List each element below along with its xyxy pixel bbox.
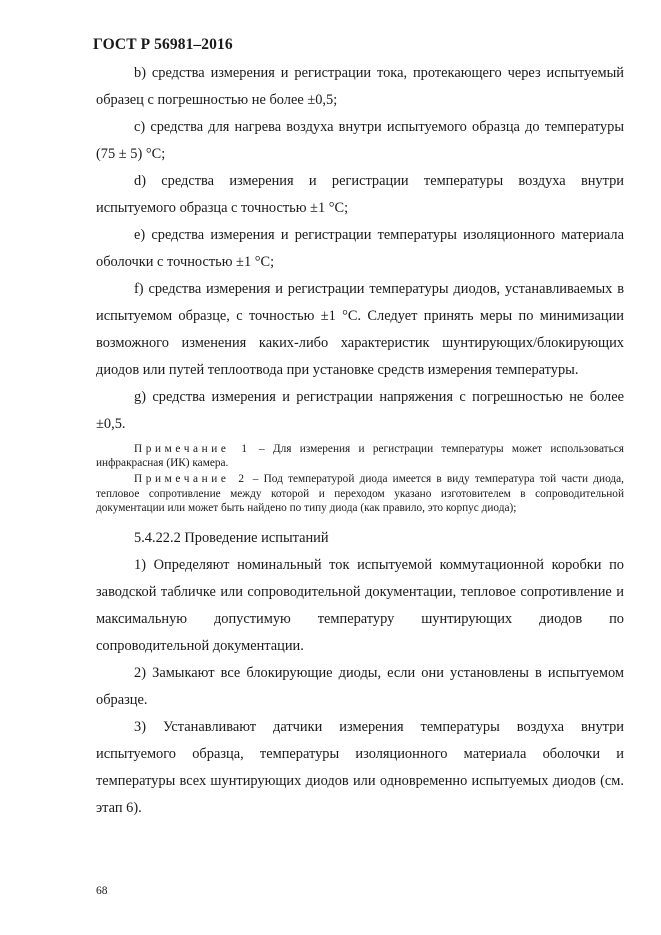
step-1: 1) Определяют номинальный ток испытуемой коммутационной коробки по заводской табличке или сопроводительной документации, тепловое сопротивление и максимальную допустимую температуру шунтирующих диодов по сопроводительной документации. bbox=[96, 557, 624, 655]
document-body bbox=[96, 60, 624, 822]
note-2-label: Примечание 2 bbox=[134, 473, 248, 486]
list-item-g: g) средства измерения и регистрации напряжения с погрешностью не более ±0,5. bbox=[96, 389, 624, 432]
list-item-e: e) средства измерения и регистрации температуры изоляционного материала оболочки с точностью ±1 °C; bbox=[96, 227, 624, 270]
note-2-text: – Под температурой диода имеется в виду температура той части диода, тепловое сопротивление между которой и переходом указано изготовителем в сопроводительной документации или может быть найдено по типу диода (как правило, это корпус диода); bbox=[96, 473, 624, 514]
subsection-title: 5.4.22.2 Проведение испытаний bbox=[134, 530, 329, 547]
step-2: 2) Замыкают все блокирующие диоды, если они установлены в испытуемом образце. bbox=[96, 665, 624, 709]
list-item-c: c) средства для нагрева воздуха внутри испытуемого образца до температуры (75 ± 5) °C; bbox=[96, 119, 624, 162]
list-item-d: d) средства измерения и регистрации температуры воздуха внутри испытуемого образца с точностью ±1 °C; bbox=[96, 173, 624, 216]
note-1-label: Примечание 1 bbox=[134, 443, 251, 455]
list-item-b: b) средства измерения и регистрации тока, протекающего через испытуемый образец с погрешностью не более ±0,5; bbox=[96, 65, 624, 108]
page-number: 68 bbox=[96, 885, 108, 897]
note-2 bbox=[96, 472, 624, 515]
list-item-f: f) средства измерения и регистрации температуры диодов, устанавливаемых в испытуемом образце, с точностью ±1 °C. Следует принять меры по минимизации возможного изменения каких-либо характеристик шунтирующих/блокирующих диодов или путей теплоотвода при установке средств измерения температуры. bbox=[96, 281, 624, 378]
notes-block bbox=[96, 442, 624, 515]
document-header: ГОСТ Р 56981–2016 bbox=[93, 36, 233, 53]
step-3: 3) Устанавливают датчики измерения температуры воздуха внутри испытуемого образца, температуры изоляционного материала оболочки и температуры всех шунтирующих диодов или одновременно испытуемых диодов (см. этап 6). bbox=[96, 719, 624, 817]
note-1-text: – Для измерения и регистрации температуры может использоваться инфракрасная (ИК) камера. bbox=[96, 443, 624, 470]
note-1 bbox=[96, 442, 624, 470]
